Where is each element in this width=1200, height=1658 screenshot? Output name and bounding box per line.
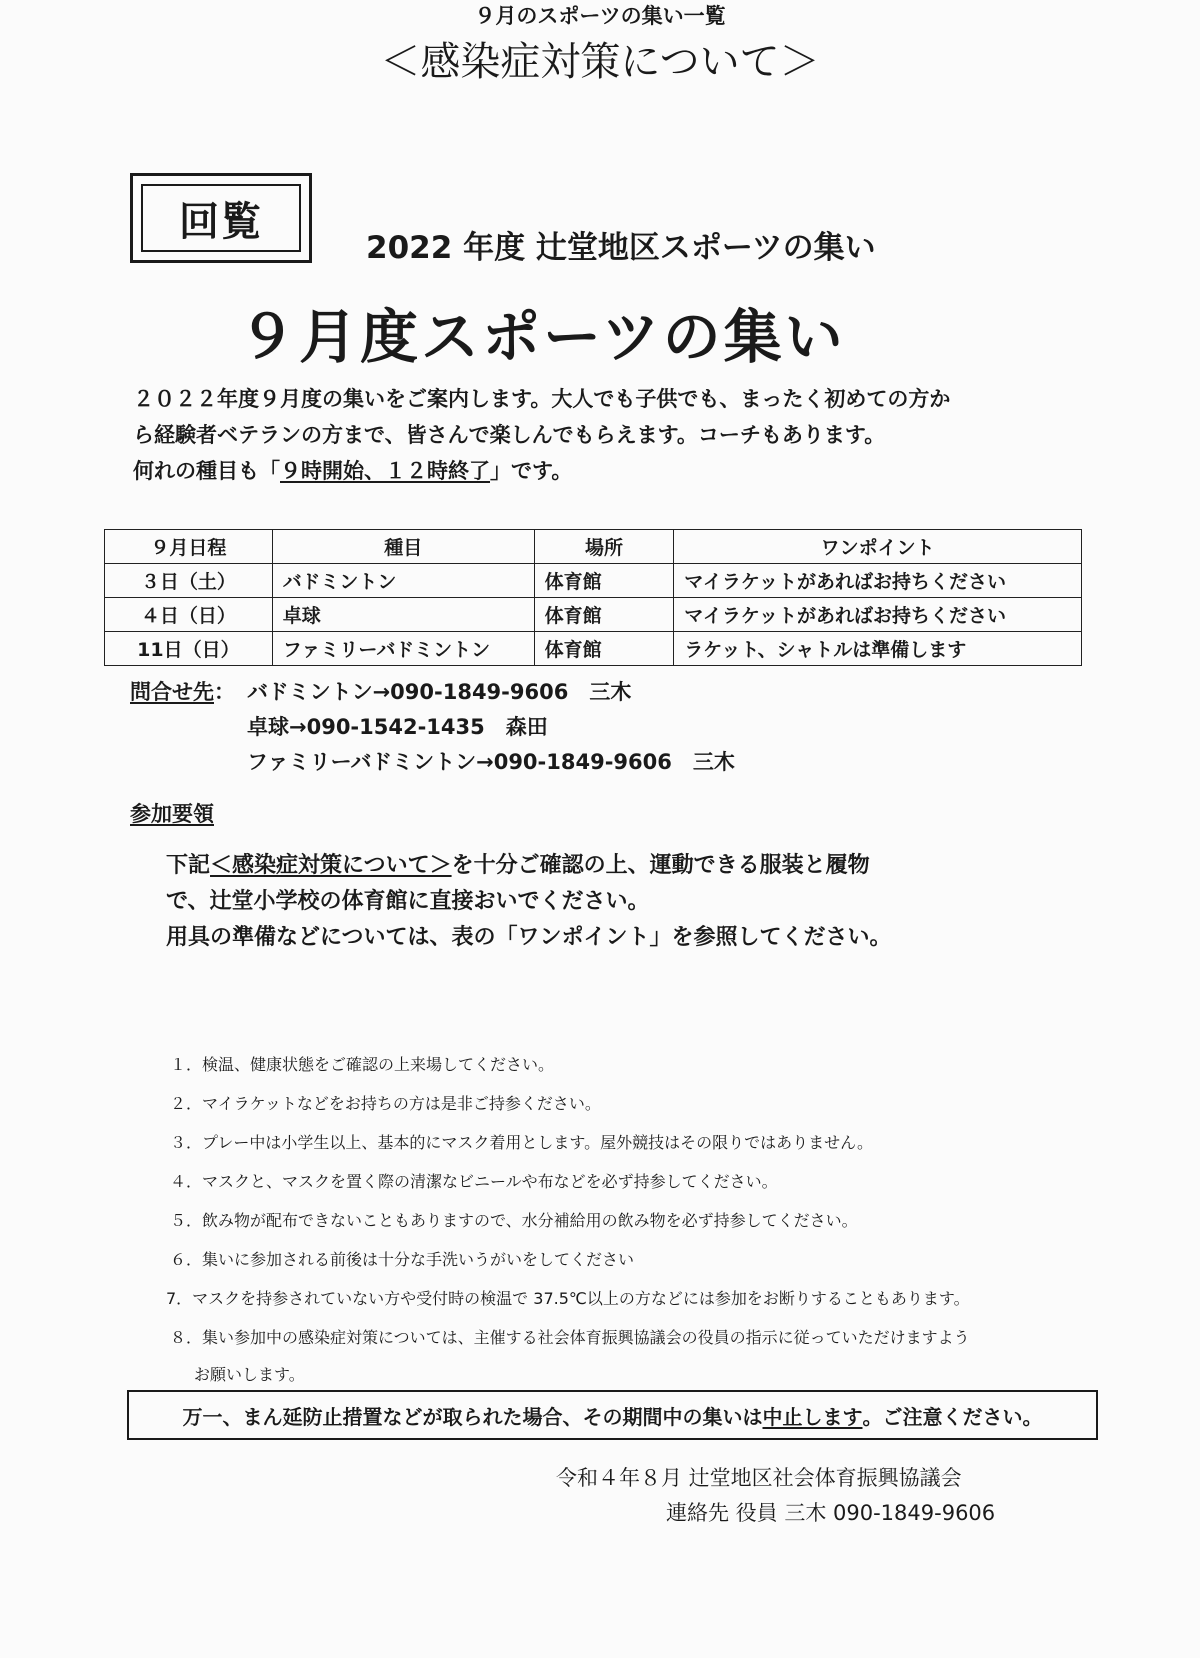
infection-measures-title: ＜感染症対策について＞ (380, 39, 820, 85)
schedule-table (104, 529, 1082, 666)
infection-rule: ３．プレー中は小学生以上、基本的にマスク着用とします。屋外競技はその限りではありません。 (170, 1133, 874, 1152)
infection-rule: ６．集いに参加される前後は十分な手洗いうがいをしてください (170, 1250, 635, 1269)
infection-rule-continuation: お願いします。 (194, 1365, 305, 1384)
participation-line-2: で、辻堂小学校の体育館に直接おいでください。 (166, 889, 650, 914)
contact-family-badminton: ファミリーバドミントン→090-1849-9606 三木 (247, 750, 735, 774)
cell-one-point: ラケット、シャトルは準備します (674, 632, 1082, 666)
cell-date: ３日（土） (105, 564, 273, 598)
participation-line-1-prefix: 下記 (166, 853, 211, 878)
cancellation-notice (127, 1390, 1098, 1440)
contact-separator: ： (214, 680, 235, 704)
cell-event: 卓球 (272, 598, 534, 632)
contact-badminton: バドミントン→090-1849-9606 三木 (247, 680, 632, 704)
intro-line-1: ２０２２年度９月度の集いをご案内します。大人でも子供でも、まったく初めての方か (133, 387, 951, 411)
header-venue: 場所 (534, 530, 674, 564)
infection-rule: ２．マイラケットなどをお持ちの方は是非ご持参ください。 (170, 1094, 601, 1113)
infection-rule: ８．集い参加中の感染症対策については、主催する社会体育振興協議会の役員の指示に従っていただけますよう (170, 1328, 970, 1347)
cell-event: バドミントン (272, 564, 534, 598)
intro-line-3-prefix: 何れの種目も「 (133, 459, 280, 483)
infection-rule: １．検温、健康状態をご確認の上来場してください。 (170, 1055, 555, 1074)
intro-line-2: ら経験者ベテランの方まで、皆さんで楽しんでもらえます。コーチもあります。 (133, 423, 886, 447)
notice-emphasis: 中止します (762, 1404, 863, 1429)
participation-heading: 参加要領 (130, 802, 214, 826)
stamp-label: 回覧 (179, 198, 263, 245)
circulation-stamp (130, 173, 312, 263)
table-row (105, 564, 1082, 598)
cell-date: 11日（日） (105, 632, 273, 666)
page-title: ９月度スポーツの集い (238, 303, 846, 371)
footer-date-organization: 令和４年８月 辻堂地区社会体育振興協議会 (556, 1466, 962, 1490)
table-row (105, 632, 1082, 666)
header-date: ９月日程 (105, 530, 273, 564)
cell-one-point: マイラケットがあればお持ちください (674, 598, 1082, 632)
notice-prefix: 万一、まん延防止措置などが取られた場合、その期間中の集いは (182, 1404, 763, 1429)
cell-venue: 体育館 (534, 632, 674, 666)
infection-section-reference: ＜感染症対策について＞ (210, 853, 452, 878)
infection-rule: ５．飲み物が配布できないこともありますので、水分補給用の飲み物を必ず持参してください。 (170, 1211, 858, 1230)
table-header-row (105, 530, 1082, 564)
header-event: 種目 (272, 530, 534, 564)
intro-line-3 (133, 455, 572, 485)
participation-line-1-suffix: を十分ご確認の上、運動できる服装と履物 (451, 853, 870, 878)
contact-table-tennis: 卓球→090-1542-1435 森田 (247, 715, 548, 739)
contact-label-wrap (130, 676, 235, 706)
contact-label: 問合せ先 (130, 680, 214, 704)
cell-event: ファミリーバドミントン (272, 632, 534, 666)
participation-line-3: 用具の準備などについては、表の「ワンポイント」を参照してください。 (166, 925, 892, 950)
participation-line-1 (166, 848, 870, 879)
cell-venue: 体育館 (534, 564, 674, 598)
table-row (105, 598, 1082, 632)
infection-rule: ４．マスクと、マスクを置く際の清潔なビニールや布などを必ず持参してください。 (170, 1172, 778, 1191)
schedule-table-title: ９月のスポーツの集い一覧 (474, 4, 726, 28)
intro-time-range: ９時開始、１２時終了 (280, 459, 490, 483)
cell-venue: 体育館 (534, 598, 674, 632)
cell-date: ４日（日） (105, 598, 273, 632)
intro-line-3-suffix: 」です。 (490, 459, 573, 483)
event-subtitle: 2022 年度 辻堂地区スポーツの集い (366, 230, 876, 266)
notice-suffix: 。ご注意ください。 (862, 1404, 1043, 1429)
infection-rule: 7．マスクを持参されていない方や受付時の検温で 37.5℃以上の方などには参加をお断りすることもあります。 (166, 1289, 970, 1308)
footer-contact: 連絡先 役員 三木 090-1849-9606 (666, 1501, 996, 1525)
cell-one-point: マイラケットがあればお持ちください (674, 564, 1082, 598)
header-one-point: ワンポイント (674, 530, 1082, 564)
